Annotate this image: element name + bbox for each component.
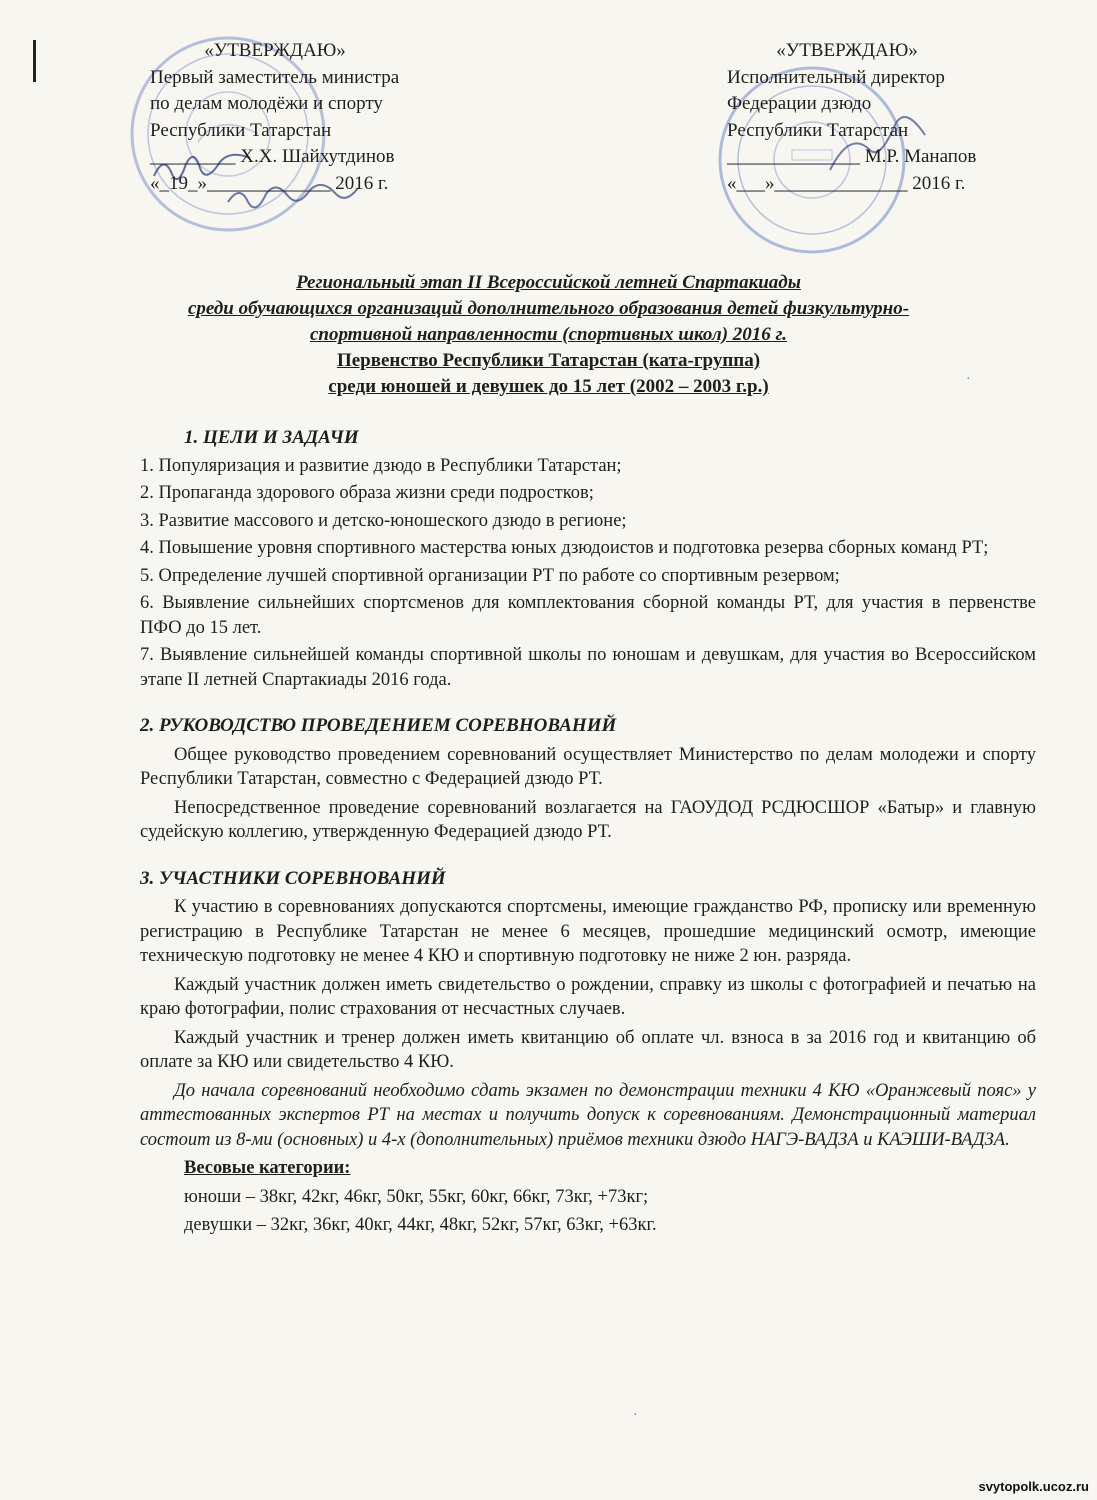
approver-organization: Республики Татарстан [150, 119, 332, 141]
scan-speck: · [633, 1408, 638, 1423]
approver-signature-line: _________ Х.Х. Шайхутдинов [150, 146, 395, 167]
document-body [140, 426, 1036, 1238]
scan-speck: · [966, 372, 971, 387]
section-heading: 1. ЦЕЛИ И ЗАДАЧИ [184, 427, 359, 448]
weights-boys: юноши – 38кг, 42кг, 46кг, 50кг, 55кг, 60кг, 66кг, 73кг, +73кг; [184, 1186, 649, 1207]
list-item: 2. Пропаганда здорового образа жизни среди подростков; [140, 483, 594, 503]
approver-organization: Республики Татарстан [727, 119, 909, 141]
approver-organization: Федерации дзюдо [727, 93, 872, 114]
approver-position: Исполнительный директор [727, 66, 945, 88]
list-item: 6. Выявление сильнейших спортсменов для комплектования сборной команды РТ, для участия в первенстве ПФО до 15 лет. [140, 593, 1036, 638]
scan-edge-mark [33, 40, 36, 82]
list-item: 3. Развитие массового и детско-юношеского дзюдо в регионе; [140, 510, 627, 531]
approval-block-left [150, 38, 400, 197]
list-item: 4. Повышение уровня спортивного мастерства юных дзюдоистов и подготовка резерва сборных команд РТ; [140, 538, 989, 558]
list-item: 5. Определение лучшей спортивной организации РТ по работе со спортивным резервом; [140, 565, 840, 586]
list-item: 7. Выявление сильнейшей команды спортивной школы по юношам и девушкам, для участия во Всероссийском этапе II летней Спартакиады 2016 года. [140, 645, 1036, 690]
document-title [0, 270, 1097, 400]
weights-heading: Весовые категории: [184, 1158, 351, 1178]
approver-position: по делам молодёжи и спорту [150, 93, 383, 114]
section-heading: 2. РУКОВОДСТВО ПРОВЕДЕНИЕМ СОРЕВНОВАНИЙ [140, 715, 617, 736]
approval-date-line: «___»______________ 2016 г. [727, 172, 966, 194]
paragraph: Каждый участник и тренер должен иметь квитанцию об оплате чл. взноса в за 2016 год и квитанцию об оплате за КЮ или свидетельство 4 КЮ. [140, 1027, 1036, 1072]
approve-header: «УТВЕРЖДАЮ» [204, 40, 346, 61]
section-heading: 3. УЧАСТНИКИ СОРЕВНОВАНИЙ [140, 867, 446, 889]
weight-categories [140, 1156, 1036, 1238]
paragraph: Каждый участник должен иметь свидетельство о рождении, справку из школы с фотографией и печатью на краю фотографии, полис страхования от несчастных случаев. [140, 974, 1036, 1019]
paragraph: К участию в соревнованиях допускаются спортсмены, имеющие гражданство РФ, прописку или временную регистрацию в Республике Татарстан не менее 6 месяцев, прошедшие медицинский осмотр, имеющие техническую подготовку не менее 4 КЮ и спортивную подготовку не ниже 2 юн. разряда. [140, 897, 1036, 966]
title-line: Региональный этап II Всероссийской летней Спартакиады [296, 272, 801, 293]
approver-signature-line: ______________ М.Р. Манапов [727, 146, 977, 167]
paragraph: Общее руководство проведением соревнований осуществляет Министерство по делам молодежи и спорту Республики Татарстан, совместно с Федерацией дзюдо РТ. [140, 744, 1036, 789]
weights-girls: девушки – 32кг, 36кг, 40кг, 44кг, 48кг, 52кг, 57кг, 63кг, +63кг. [184, 1215, 657, 1235]
title-line: спортивной направленности (спортивных школ) 2016 г. [309, 324, 788, 345]
title-line: среди обучающихся организаций дополнительного образования детей физкультурно- [187, 298, 910, 319]
approval-date-line: «_19_»_____________ 2016 г. [150, 172, 389, 194]
approve-header: «УТВЕРЖДАЮ» [776, 40, 918, 61]
paragraph: Непосредственное проведение соревнований возлагается на ГАОУДОД РСДЮСШОР «Батыр» и главную судейскую коллегию, утвержденную Федерацией дзюдо РТ. [140, 797, 1036, 842]
approval-block-right [727, 38, 976, 197]
title-line: среди юношей и девушек до 15 лет (2002 – 2003 г.р.) [328, 376, 769, 397]
list-item: 1. Популяризация и развитие дзюдо в Республики Татарстан; [140, 455, 622, 476]
title-line: Первенство Республики Татарстан (ката-группа) [336, 350, 761, 371]
watermark-url: svytopolk.ucoz.ru [978, 1479, 1089, 1494]
approver-position: Первый заместитель министра [150, 66, 400, 88]
italic-paragraph: До начала соревнований необходимо сдать экзамен по демонстрации техники 4 КЮ «Оранжевый пояс» у аттестованных экспертов РТ на местах и получить допуск к соревнованиям. Демонстрационный материал состоит из 8-ми (основных) и 4-х (дополнительных) приёмов техники дзюдо НАГЭ-ВАДЗА и КАЭШИ-ВАДЗА. [140, 1080, 1036, 1150]
